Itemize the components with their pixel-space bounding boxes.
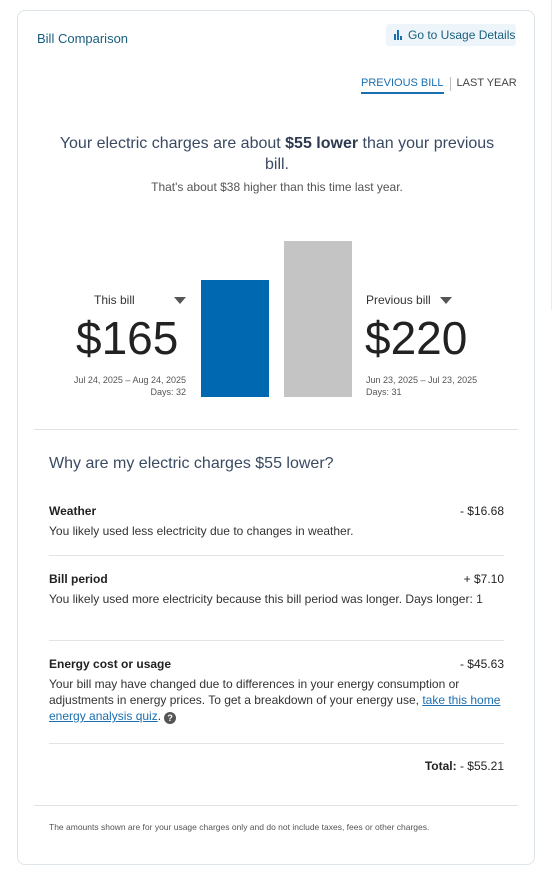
reason-divider [49,555,504,556]
previous-bill-label: Previous bill [366,293,431,307]
tab-previous-bill[interactable]: PREVIOUS BILL [361,77,444,94]
headline-text-start: Your electric charges are about [59,135,286,152]
previous-bill-dropdown-icon[interactable] [440,297,452,304]
this-bill-dropdown-icon[interactable] [174,297,186,304]
reason-energy-cost [49,657,504,724]
footer-divider [34,805,518,806]
help-icon[interactable]: ? [164,712,176,724]
headline-highlight: $55 lower [285,135,359,152]
reason-name: Energy cost or usage [49,657,172,671]
bill-comparison-card [17,10,535,865]
previous-bill-dates: Jun 23, 2025 – Jul 23, 2025 [366,375,478,385]
usage-link-label: Go to Usage Details [408,28,516,42]
bar-chart-icon [394,30,402,40]
comparison-tabs [361,77,517,97]
reason-divider [49,743,504,744]
reason-name: Weather [49,504,97,518]
headline-text-end: than your previous bill. [264,135,495,173]
tab-last-year[interactable]: LAST YEAR [456,77,517,89]
this-bill-amount: $165 [76,312,179,364]
total-value: - $55.21 [456,759,504,773]
total-row [49,759,504,773]
previous-bill-amount: $220 [365,312,468,364]
footnote: The amounts shown are for your usage charges only and do not include taxes, fees or other charges. [49,822,430,832]
why-title: Why are my electric charges $55 lower? [49,455,334,472]
comparison-headline [48,133,506,175]
this-bill-period [48,374,186,398]
this-bill-dates: Jul 24, 2025 – Aug 24, 2025 [73,375,186,385]
previous-bill-days: Days: 31 [366,387,402,397]
reason-divider [49,640,504,641]
comparison-subline: That's about $38 higher than this time last year. [151,180,403,194]
total-label: Total: [424,759,457,773]
reason-description: You likely used less electricity due to changes in weather. [49,524,354,538]
reason-name: Bill period [49,572,108,586]
tab-divider [450,77,451,91]
reason-description-end: . [157,709,162,723]
reason-amount: - $45.63 [459,657,504,671]
reason-bill-period [49,572,504,607]
go-to-usage-details-link[interactable] [386,24,516,46]
energy-analysis-quiz-link[interactable]: take this home energy analysis quiz [49,693,501,723]
reason-amount: - $16.68 [459,504,504,518]
card-title: Bill Comparison [37,31,129,46]
reason-description [49,676,504,724]
previous-bill-period [366,374,477,398]
reason-description: You likely used more electricity because this bill period was longer. Days longer: 1 [49,592,483,606]
reason-amount: + $7.10 [463,572,504,586]
section-divider [34,429,518,430]
this-bill-days: Days: 32 [150,387,186,397]
this-bill-label: This bill [94,293,135,307]
reason-description-text: Your bill may have changed due to differences in your energy consumption or adjustments in energy prices. To get a breakdown of your energy use, [49,677,460,707]
reason-weather [49,504,504,539]
